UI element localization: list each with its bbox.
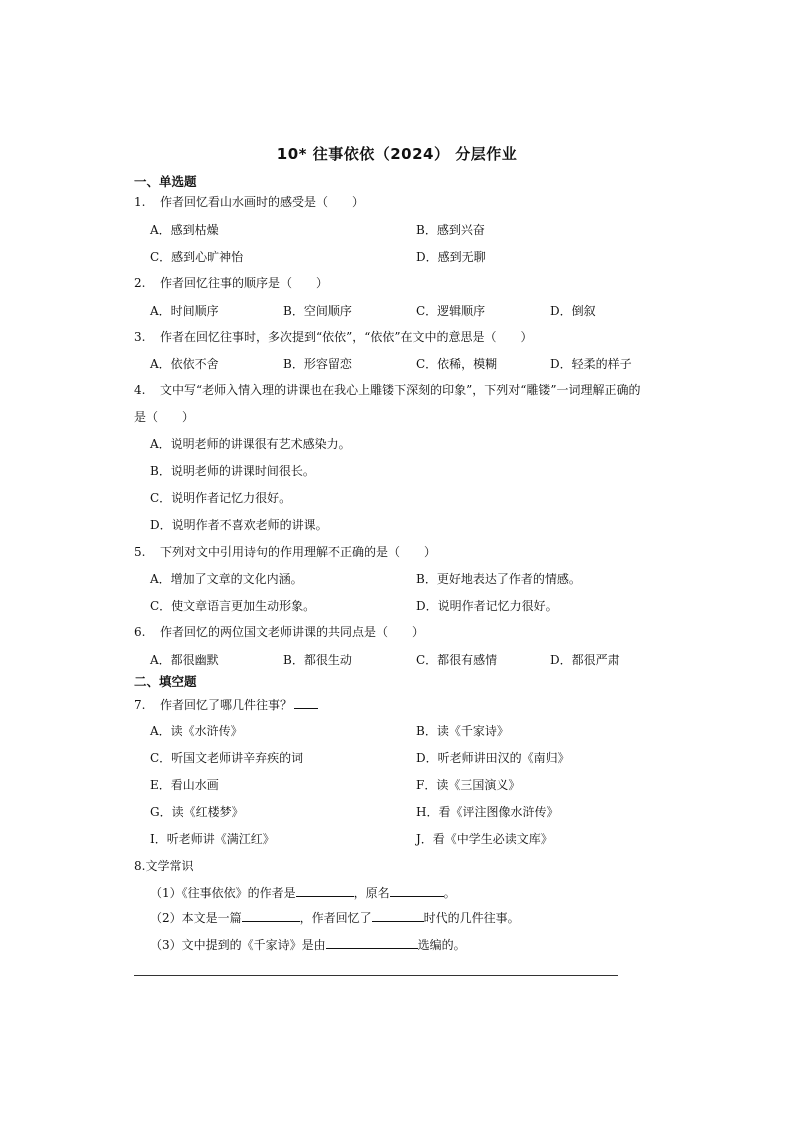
- option-1a: A．感到枯燥: [150, 223, 219, 237]
- part-text: 选编的。: [417, 938, 466, 952]
- answer-blank-compiler[interactable]: [326, 936, 418, 949]
- question-4-continuation: 是（ ）: [134, 410, 195, 424]
- part-text: （2）本文是一篇: [150, 911, 242, 925]
- option-7i: I．听老师讲《满江红》: [150, 832, 275, 846]
- question-number: 4.: [134, 383, 146, 397]
- question-8-part-1: [150, 884, 456, 901]
- option-5c: C．使文章语言更加生动形象。: [150, 599, 316, 613]
- part-text: （3）文中提到的《千家诗》是由: [150, 938, 326, 952]
- answer-blank-genre[interactable]: [242, 909, 300, 922]
- option-6a: A．都很幽默: [150, 653, 219, 667]
- question-number: 3.: [134, 330, 146, 344]
- question-text: 文中写“老师入情入理的讲课也在我心上雕镂下深刻的印象”，下列对“雕镂”一词理解正确的: [160, 383, 641, 397]
- question-number: 6.: [134, 625, 146, 639]
- question-number: 8.: [134, 859, 146, 873]
- option-2a: A．时间顺序: [150, 304, 219, 318]
- question-8: [134, 857, 193, 874]
- question-1: [134, 193, 364, 210]
- part-text: 。: [443, 886, 456, 900]
- option-6b: B．都很生动: [283, 653, 352, 667]
- question-text: 作者回忆往事的顺序是（ ）: [160, 276, 329, 290]
- option-2b: B．空间顺序: [283, 304, 352, 318]
- question-number: 2.: [134, 276, 146, 290]
- question-text: 文学常识: [145, 859, 194, 873]
- page-title: 10* 往事依依（2024） 分层作业: [276, 145, 518, 163]
- question-6: [134, 623, 424, 640]
- option-6c: C．都很有感情: [416, 653, 498, 667]
- option-3b: B．形容留恋: [283, 357, 352, 371]
- part-text: ，原名: [353, 886, 390, 900]
- option-3a: A．依依不舍: [150, 357, 219, 371]
- option-7d: D．听老师讲田汉的《南归》: [416, 751, 570, 765]
- question-7: [134, 696, 318, 713]
- answer-blank[interactable]: [294, 696, 318, 709]
- question-8-part-2: [150, 909, 520, 926]
- option-3d: D．轻柔的样子: [550, 357, 632, 371]
- question-text: 下列对文中引用诗句的作用理解不正确的是（ ）: [160, 545, 437, 559]
- part-text: ，作者回忆了: [299, 911, 372, 925]
- question-2: [134, 274, 328, 291]
- option-2d: D．倒叙: [550, 304, 596, 318]
- question-text: 作者回忆看山水画时的感受是（ ）: [160, 195, 365, 209]
- answer-blank-author[interactable]: [296, 884, 354, 897]
- option-7g: G．读《红楼梦》: [150, 805, 244, 819]
- question-5: [134, 543, 436, 560]
- option-3c: C．依稀，模糊: [416, 357, 498, 371]
- option-4a: A．说明老师的讲课很有艺术感染力。: [150, 437, 351, 451]
- option-7f: F．读《三国演义》: [416, 778, 521, 792]
- part-text: 时代的几件往事。: [423, 911, 520, 925]
- option-4d: D．说明作者不喜欢老师的讲课。: [150, 518, 328, 532]
- option-7j: J．看《中学生必读文库》: [416, 832, 553, 846]
- part-text: （1）《往事依依》的作者是: [150, 886, 296, 900]
- bottom-divider: [134, 975, 618, 976]
- option-7e: E．看山水画: [150, 778, 219, 792]
- option-7b: B．读《千家诗》: [416, 724, 509, 738]
- section-heading-fill-blank: 二、填空题: [134, 674, 197, 689]
- answer-blank-original-name[interactable]: [390, 884, 444, 897]
- option-1d: D．感到无聊: [416, 250, 486, 264]
- option-7c: C．听国文老师讲辛弃疾的词: [150, 751, 304, 765]
- section-heading-single-choice: 一、单选题: [134, 174, 197, 189]
- option-1b: B．感到兴奋: [416, 223, 485, 237]
- option-5b: B．更好地表达了作者的情感。: [416, 572, 581, 586]
- question-4: [134, 381, 641, 398]
- option-5d: D．说明作者记忆力很好。: [416, 599, 558, 613]
- question-text: 作者回忆了哪几件往事？: [160, 698, 293, 712]
- option-5a: A．增加了文章的文化内涵。: [150, 572, 303, 586]
- option-2c: C．逻辑顺序: [416, 304, 486, 318]
- answer-blank-era[interactable]: [372, 909, 424, 922]
- question-8-part-3: [150, 936, 466, 953]
- question-text: 作者在回忆往事时，多次提到“依依”，“依依”在文中的意思是（ ）: [160, 330, 533, 344]
- option-4c: C．说明作者记忆力很好。: [150, 491, 292, 505]
- question-text: 作者回忆的两位国文老师讲课的共同点是（ ）: [160, 625, 425, 639]
- option-1c: C．感到心旷神怡: [150, 250, 244, 264]
- question-number: 5.: [134, 545, 146, 559]
- option-4b: B．说明老师的讲课时间很长。: [150, 464, 315, 478]
- question-number: 7.: [134, 698, 146, 712]
- option-6d: D．都很严肃: [550, 653, 620, 667]
- question-number: 1.: [134, 195, 146, 209]
- option-7a: A．读《水浒传》: [150, 724, 243, 738]
- question-3: [134, 328, 533, 345]
- option-7h: H．看《评注图像水浒传》: [416, 805, 559, 819]
